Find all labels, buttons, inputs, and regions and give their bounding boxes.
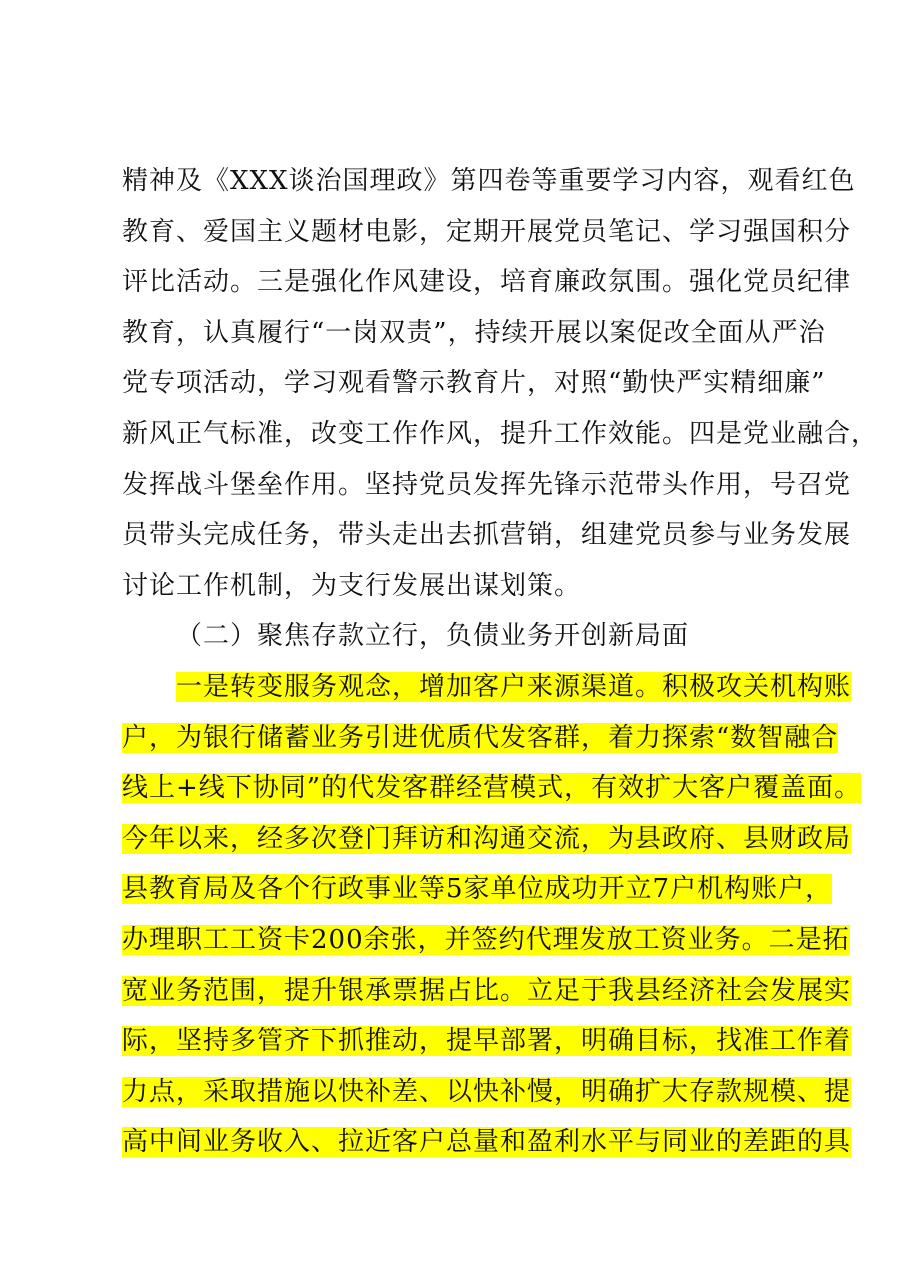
line-text: 评比活动。三是强化作风建设，培育廉政氛围。强化党员纪律 [122, 267, 852, 298]
paragraph-line [122, 569, 581, 603]
paragraph-line [122, 518, 851, 552]
line-text: 线上+线下协同”的代发客群经营模式，有效扩大客户覆盖面。 [122, 773, 862, 804]
highlighted-line [122, 771, 861, 805]
highlighted-line [122, 1075, 851, 1109]
highlighted-line [122, 1024, 851, 1058]
highlighted-line [122, 721, 838, 755]
paragraph-line [122, 417, 878, 451]
highlighted-line [122, 974, 851, 1008]
paragraph-line [122, 366, 826, 400]
line-text: 讨论工作机制，为支行发展出谋划策。 [122, 570, 582, 601]
line-text: 党专项活动，学习观看警示教育片，对照“勤快严实精细廉” [122, 368, 826, 399]
line-text: 县教育局及各个行政事业等5家单位成功开立7户机构账户， [122, 874, 833, 905]
line-text: 员带头完成任务，带头走出去抓营销，组建党员参与业务发展 [122, 520, 852, 551]
line-text: 高中间业务收入、拉近客户总量和盈利水平与同业的差距的具 [122, 1127, 852, 1158]
line-text: 教育，认真履行“一岗双责”，持续开展以案促改全面从严治 [122, 317, 826, 348]
line-text: 一是转变服务观念，增加客户来源渠道。积极攻关机构账 [176, 672, 852, 702]
paragraph-line [122, 265, 851, 299]
line-text: 力点，采取措施以快补差、以快补慢，明确扩大存款规模、提 [122, 1076, 852, 1107]
section-heading-text: （二）聚焦存款立行，负债业务开创新局面 [176, 621, 690, 652]
paragraph-line [122, 468, 851, 502]
paragraph-line [122, 316, 826, 350]
paragraph-line [122, 215, 851, 249]
line-text: 新风正气标准，改变工作作风，提升工作效能。四是党业融合， [122, 419, 879, 449]
line-text: 办理职工工资卡200余张，并签约代理发放工资业务。二是拓 [122, 925, 850, 955]
highlighted-line [122, 822, 851, 856]
paragraph-line [122, 164, 856, 198]
section-heading [176, 619, 689, 653]
highlighted-line [122, 923, 850, 957]
line-text: 际，坚持多管齐下抓推动，提早部署，明确目标，找准工作着 [122, 1026, 852, 1057]
line-text: 教育、爱国主义题材电影，定期开展党员笔记、学习强国积分 [122, 216, 852, 247]
highlighted-line [176, 670, 851, 704]
line-text: 宽业务范围，提升银承票据占比。立足于我县经济社会发展实 [122, 975, 852, 1006]
line-text: 今年以来，经多次登门拜访和沟通交流，为县政府、县财政局 [122, 823, 852, 854]
line-text: 户，为银行储蓄业务引进优质代发客群，着力探索“数智融合 [122, 722, 839, 753]
highlighted-line [122, 1125, 851, 1159]
highlighted-line [122, 872, 832, 906]
line-text: 发挥战斗堡垒作用。坚持党员发挥先锋示范带头作用，号召党 [122, 469, 852, 500]
line-text: 精神及《XXX谈治国理政》第四卷等重要学习内容，观看红色 [122, 166, 856, 196]
